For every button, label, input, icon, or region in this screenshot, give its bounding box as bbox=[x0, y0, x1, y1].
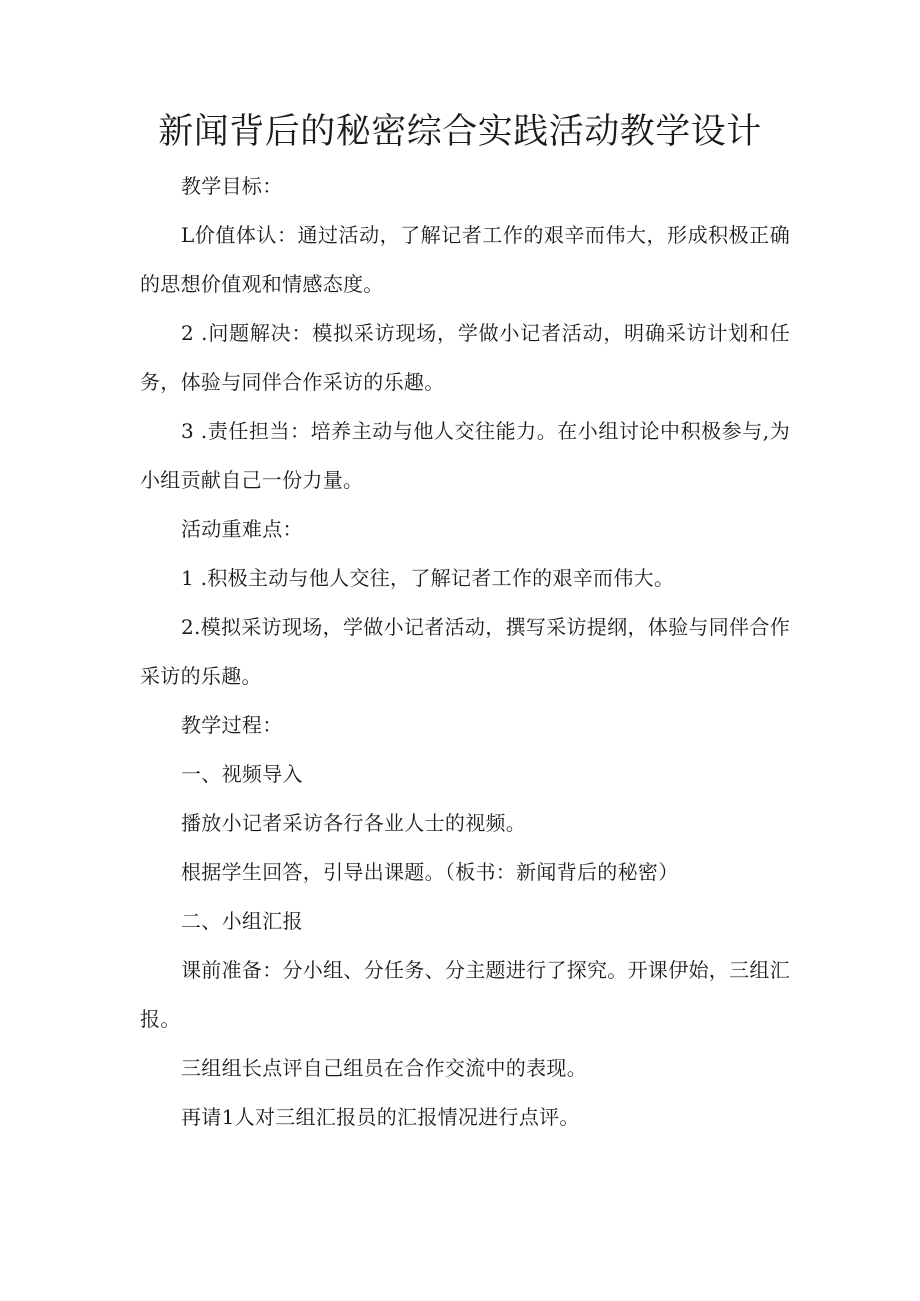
group-report-peer-comment: 再请1人对三组汇报员的汇报情况进行点评。 bbox=[181, 1105, 580, 1129]
heading-teaching-objectives: 教学目标： bbox=[181, 174, 283, 198]
objective-responsibility: 3 .责任担当：培养主动与他人交往能力。在小组讨论中积极参与,为小组贡献自己一份力量。 bbox=[140, 419, 790, 492]
video-intro-board-note: 根据学生回答，引导出课题。（板书：新闻背后的秘密） bbox=[181, 860, 679, 884]
video-intro-text: 播放小记者采访各行各业人士的视频。 bbox=[181, 811, 527, 835]
document-title: 新闻背后的秘密综合实践活动教学设计 bbox=[158, 112, 762, 152]
group-report-preparation: 课前准备：分小组、分任务、分主题进行了探究。开课伊始，三组汇报。 bbox=[140, 958, 790, 1031]
group-report-leader-comment: 三组组长点评自己组员在合作交流中的表现。 bbox=[181, 1056, 587, 1080]
key-point-1: 1 .积极主动与他人交往，了解记者工作的艰辛而伟大。 bbox=[181, 566, 675, 590]
objective-value: L价值体认：通过活动，了解记者工作的艰辛而伟大，形成积极正确的思想价值观和情感态度。 bbox=[140, 223, 790, 296]
key-point-2: 2.模拟采访现场，学做小记者活动，撰写采访提纲，体验与同伴合作采访的乐趣。 bbox=[140, 615, 790, 688]
section-group-report: 二、小组汇报 bbox=[181, 909, 303, 933]
heading-key-points: 活动重难点： bbox=[181, 517, 303, 541]
section-video-intro: 一、视频导入 bbox=[181, 762, 303, 786]
objective-problem-solving: 2 .问题解决：模拟采访现场，学做小记者活动，明确采访计划和任务，体验与同伴合作采访的乐趣。 bbox=[140, 321, 790, 394]
heading-teaching-process: 教学过程： bbox=[181, 713, 283, 737]
